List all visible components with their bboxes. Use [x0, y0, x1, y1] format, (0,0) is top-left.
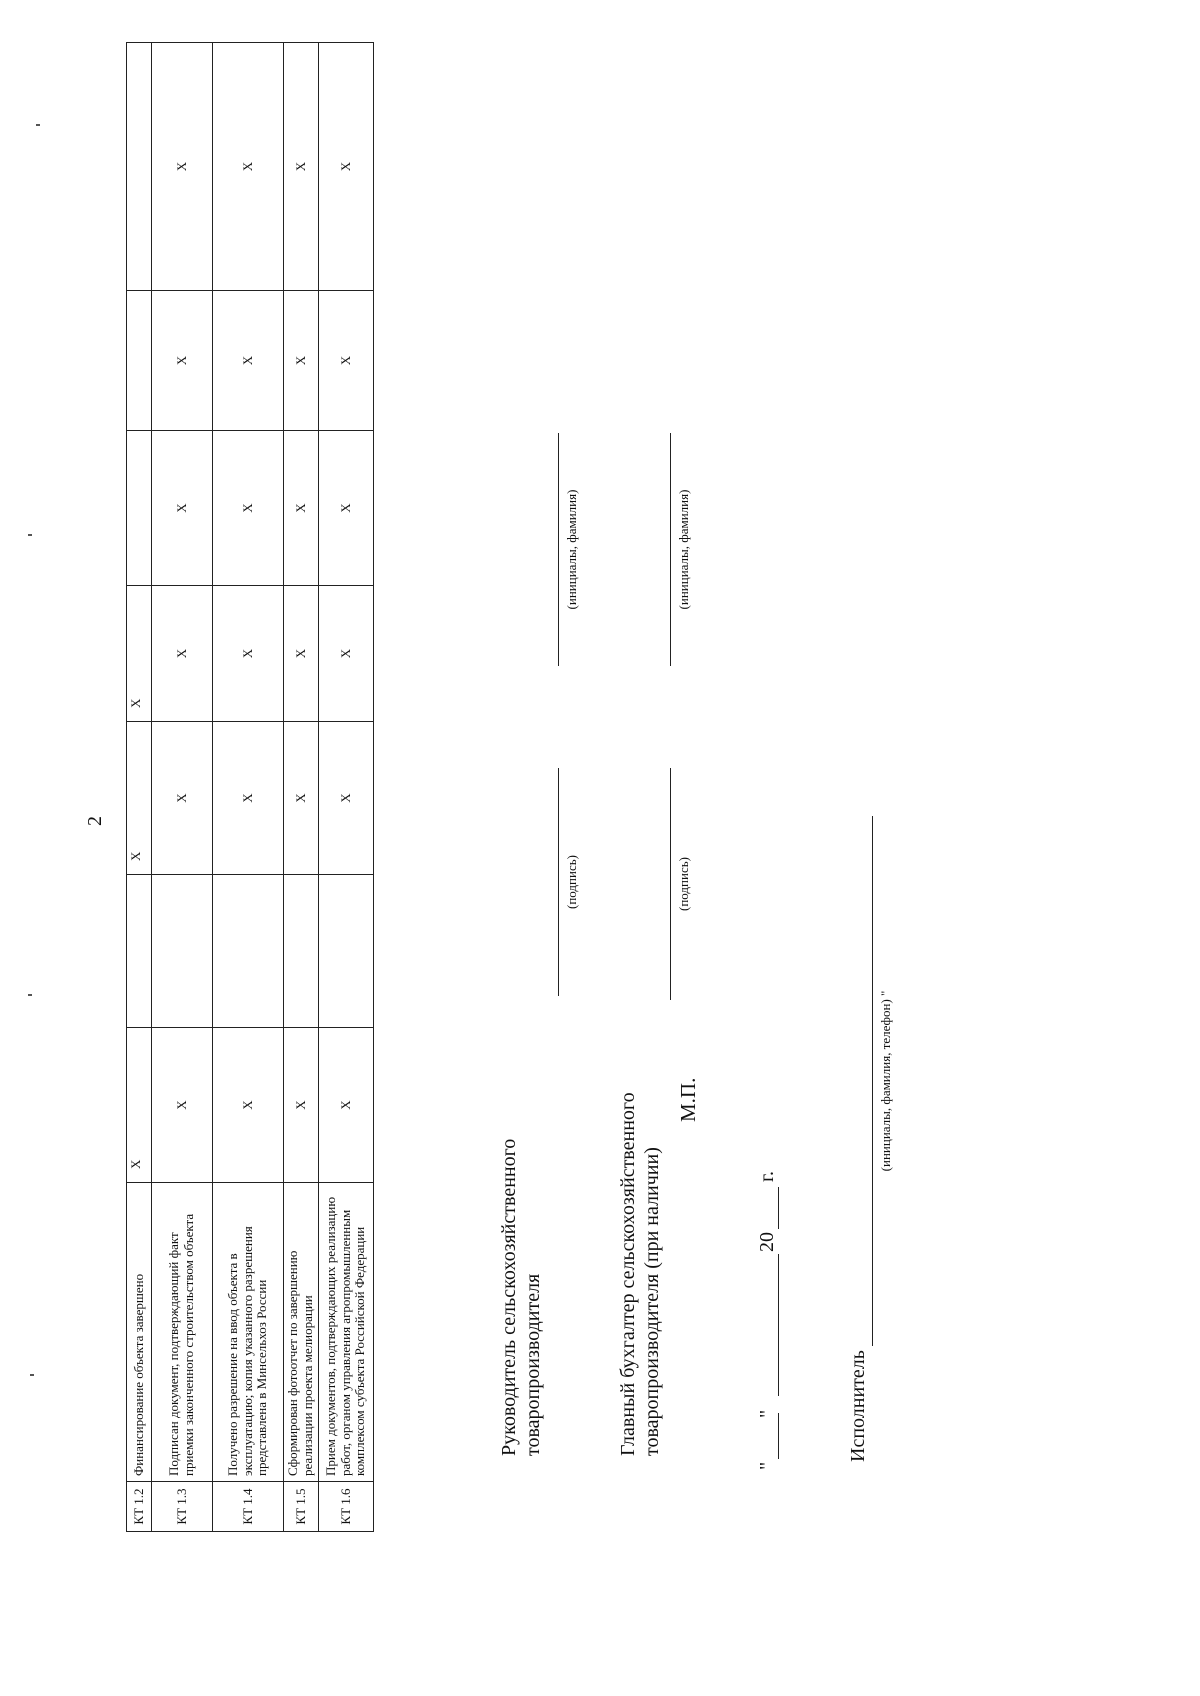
- row-code: КТ 1.4: [213, 1482, 284, 1532]
- row-mark: Х: [284, 431, 319, 586]
- row-mark: Х: [284, 1028, 319, 1183]
- row-mark: Х: [213, 43, 284, 291]
- row-mark: Х: [284, 586, 319, 722]
- date-open-quote: ": [756, 1461, 778, 1470]
- row-description: Прием документов, подтверждающих реализацию работ, органом управления агропромышленным комплексом субъекта Российской Федерации: [319, 1183, 374, 1482]
- row-description: Финансирование объекта завершено: [127, 1183, 152, 1482]
- row-code: КТ 1.2: [127, 1482, 152, 1532]
- row-mark: [319, 875, 374, 1028]
- row-description: Получено разрешение на ввод объекта в эксплуатацию; копия указанного разрешения представлена в Минсельхоз России: [213, 1183, 284, 1482]
- head-label: Руководитель сельскохозяйственного товаропроизводителя: [498, 1138, 544, 1456]
- row-mark: Х: [152, 586, 213, 722]
- row-mark: Х: [127, 722, 152, 875]
- executor-caption: (инициалы, фамилия, телефон) ": [878, 990, 893, 1172]
- accountant-name-caption: (инициалы, фамилия): [676, 489, 691, 610]
- row-mark: [127, 43, 152, 291]
- date-year-line: [778, 1187, 779, 1229]
- row-mark: Х: [213, 291, 284, 431]
- date-day-line: [778, 1413, 779, 1459]
- head-name-caption: (инициалы, фамилия): [564, 489, 579, 610]
- page-number: 2: [84, 816, 106, 826]
- head-signature-line: [558, 768, 559, 996]
- row-code: КТ 1.5: [284, 1482, 319, 1532]
- row-mark: [213, 875, 284, 1028]
- row-mark: Х: [284, 43, 319, 291]
- accountant-name-line: [670, 433, 671, 666]
- row-description: Подписан документ, подтверждающий факт приемки законченного строительством объекта: [152, 1183, 213, 1482]
- row-mark: Х: [319, 586, 374, 722]
- row-mark: Х: [152, 722, 213, 875]
- row-mark: Х: [152, 291, 213, 431]
- head-name-line: [558, 433, 559, 666]
- table-row: [213, 43, 284, 1532]
- row-mark: [284, 875, 319, 1028]
- table-row: [284, 43, 319, 1532]
- row-mark: [127, 291, 152, 431]
- head-signature-caption: (подпись): [564, 855, 579, 909]
- executor-line: [872, 816, 873, 1346]
- row-mark: Х: [213, 722, 284, 875]
- row-mark: Х: [284, 722, 319, 875]
- row-mark: Х: [127, 586, 152, 722]
- table-row: [127, 43, 152, 1532]
- row-mark: Х: [319, 722, 374, 875]
- table-row: [152, 43, 213, 1532]
- row-mark: Х: [319, 291, 374, 431]
- row-mark: Х: [127, 1028, 152, 1183]
- row-mark: Х: [213, 431, 284, 586]
- table-row: [319, 43, 374, 1532]
- row-code: КТ 1.6: [319, 1482, 374, 1532]
- row-mark: Х: [213, 586, 284, 722]
- row-mark: [127, 875, 152, 1028]
- row-mark: Х: [152, 1028, 213, 1183]
- row-mark: [152, 875, 213, 1028]
- date-month-line: [778, 1254, 779, 1396]
- date-year-prefix: 20: [756, 1232, 778, 1252]
- row-mark: Х: [319, 1028, 374, 1183]
- row-mark: [127, 431, 152, 586]
- executor-label: Исполнитель: [847, 1350, 869, 1462]
- control-points-table: [126, 42, 374, 1532]
- row-mark: Х: [152, 43, 213, 291]
- accountant-signature-caption: (подпись): [676, 857, 691, 911]
- accountant-label: Главный бухгалтер сельскохозяйственного товаропроизводителя (при наличии): [617, 1092, 663, 1456]
- row-mark: Х: [284, 291, 319, 431]
- date-close-quote: ": [756, 1409, 778, 1418]
- row-mark: Х: [319, 431, 374, 586]
- seal-placeholder: М.П.: [676, 1077, 700, 1122]
- row-description: Сформирован фотоотчет по завершению реализации проекта мелиорации: [284, 1183, 319, 1482]
- row-code: КТ 1.3: [152, 1482, 213, 1532]
- date-year-suffix: г.: [756, 1171, 778, 1182]
- row-mark: Х: [152, 431, 213, 586]
- accountant-signature-line: [670, 768, 671, 1000]
- row-mark: Х: [213, 1028, 284, 1183]
- row-mark: Х: [319, 43, 374, 291]
